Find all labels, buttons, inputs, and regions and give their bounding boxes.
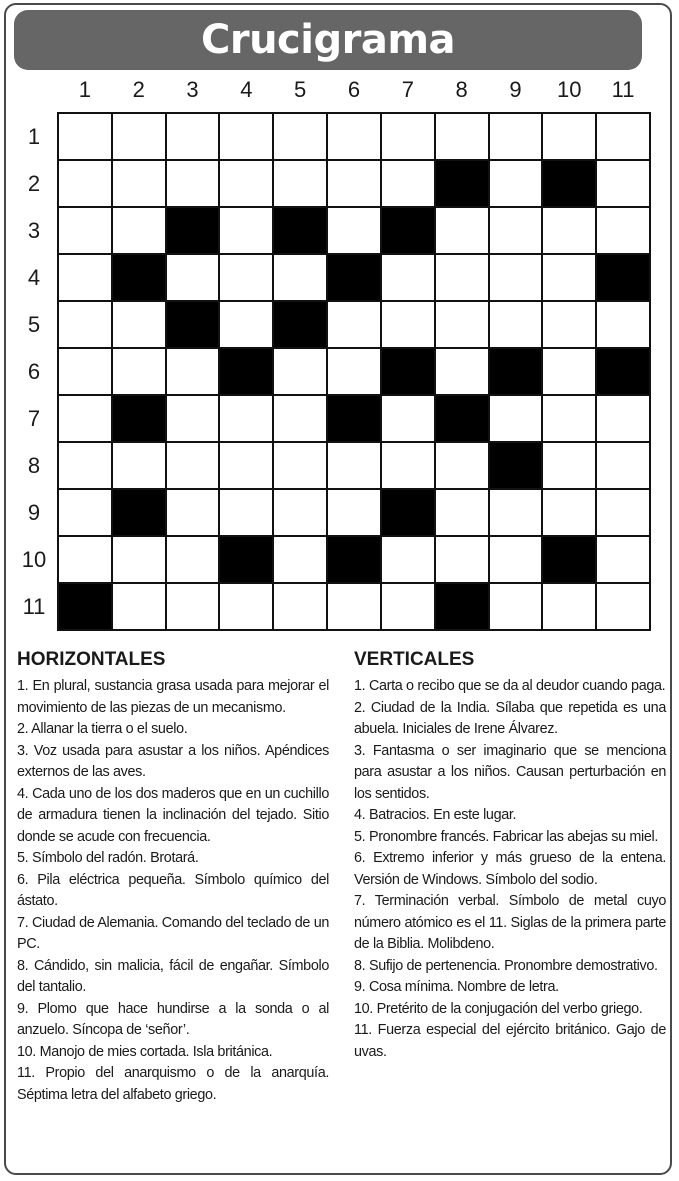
- clue-item: 11. Fuerza especial del ejército británico. Gajo de uvas.: [354, 1022, 666, 1060]
- clue-item: 4. Cada uno de los dos maderos que en un cuchillo de armadura tienen la inclinación del tejado. Sitio donde se acude con frecuencia.: [17, 785, 329, 845]
- column-number: 3: [186, 77, 199, 102]
- clue-item: 3. Fantasma o ser imaginario que se menciona para asustar a los niños. Causan perturbación en los sentidos.: [354, 742, 666, 802]
- black-cell: [382, 208, 436, 255]
- grid-cell[interactable]: [113, 584, 167, 631]
- grid-cell[interactable]: [220, 208, 274, 255]
- grid-cell[interactable]: [597, 208, 651, 255]
- row-number: 3: [27, 218, 41, 243]
- grid-cell[interactable]: [597, 490, 651, 537]
- clue-item: 8. Sufijo de pertenencia. Pronombre demostrativo.: [354, 957, 658, 974]
- black-cell: [543, 161, 597, 208]
- clue-item: 4. Batracios. En este lugar.: [354, 807, 517, 823]
- clue-item: 8. Cándido, sin malicia, fácil de engañar. Símbolo del tantalio.: [17, 957, 329, 995]
- grid-cell[interactable]: [597, 443, 651, 490]
- grid-cell[interactable]: [328, 208, 382, 255]
- grid-cell[interactable]: [382, 443, 436, 490]
- grid-cell[interactable]: [59, 537, 113, 584]
- grid-cell[interactable]: [597, 396, 651, 443]
- grid-cell[interactable]: [167, 349, 221, 396]
- clue-item: 7. Terminación verbal. Símbolo de metal cuyo número atómico es el 11. Siglas de la primera parte de la Biblia. Molibdeno.: [354, 893, 666, 952]
- black-cell: [597, 255, 651, 302]
- grid-cell[interactable]: [490, 302, 544, 349]
- column-number: 4: [240, 77, 253, 102]
- black-cell: [436, 161, 490, 208]
- grid-cell[interactable]: [220, 114, 274, 161]
- black-cell: [597, 349, 651, 396]
- grid-cell[interactable]: [597, 537, 651, 584]
- grid-cell[interactable]: [167, 396, 221, 443]
- black-cell: [220, 537, 274, 584]
- grid-cell[interactable]: [436, 349, 490, 396]
- grid-cell[interactable]: [436, 537, 490, 584]
- vertical-clues: [354, 648, 666, 1063]
- row-number: 9: [27, 500, 41, 525]
- title-banner: [14, 10, 642, 70]
- grid-cell[interactable]: [274, 114, 328, 161]
- grid-cell[interactable]: [543, 302, 597, 349]
- grid-cell[interactable]: [382, 537, 436, 584]
- grid-cell[interactable]: [382, 584, 436, 631]
- grid-cell[interactable]: [167, 255, 221, 302]
- grid-cell[interactable]: [543, 114, 597, 161]
- grid-cell[interactable]: [543, 349, 597, 396]
- grid-cell[interactable]: [274, 255, 328, 302]
- clue-item: 1. En plural, sustancia grasa usada para mejorar el movimiento de las piezas de un mecanismo.: [17, 678, 329, 716]
- row-number: 5: [27, 312, 41, 337]
- grid-cell[interactable]: [543, 490, 597, 537]
- grid-cell[interactable]: [382, 114, 436, 161]
- black-cell: [328, 537, 382, 584]
- grid-cell[interactable]: [113, 208, 167, 255]
- grid-cell[interactable]: [274, 349, 328, 396]
- black-cell: [543, 537, 597, 584]
- grid-cell[interactable]: [167, 537, 221, 584]
- grid-cell[interactable]: [59, 302, 113, 349]
- grid-cell[interactable]: [490, 114, 544, 161]
- grid-cell[interactable]: [167, 161, 221, 208]
- grid-cell[interactable]: [543, 208, 597, 255]
- clue-item: 5. Pronombre francés. Fabricar las abejas su miel.: [354, 828, 659, 845]
- grid-cell[interactable]: [59, 208, 113, 255]
- column-numbers: [57, 77, 651, 103]
- row-number: 8: [27, 453, 41, 478]
- row-number: 10: [21, 547, 47, 572]
- clue-item: 7. Ciudad de Alemania. Comando del teclado de un PC.: [17, 914, 330, 952]
- grid-cell[interactable]: [59, 161, 113, 208]
- black-cell: [328, 396, 382, 443]
- row-number: 7: [27, 406, 41, 431]
- black-cell: [382, 349, 436, 396]
- grid-cell[interactable]: [274, 584, 328, 631]
- grid-cell[interactable]: [113, 537, 167, 584]
- horizontal-clues: [17, 648, 329, 1106]
- black-cell: [490, 349, 544, 396]
- grid-cell[interactable]: [328, 349, 382, 396]
- grid-cell[interactable]: [543, 443, 597, 490]
- crossword-grid: [57, 112, 651, 631]
- black-cell: [436, 396, 490, 443]
- grid-cell[interactable]: [328, 584, 382, 631]
- column-number: 9: [509, 77, 522, 102]
- grid-cell[interactable]: [59, 490, 113, 537]
- grid-cell[interactable]: [167, 490, 221, 537]
- grid-cell[interactable]: [436, 490, 490, 537]
- grid-cell[interactable]: [167, 443, 221, 490]
- grid-cell[interactable]: [328, 490, 382, 537]
- grid-cell[interactable]: [436, 114, 490, 161]
- grid-cell[interactable]: [113, 114, 167, 161]
- grid-cell[interactable]: [436, 302, 490, 349]
- grid-cell[interactable]: [59, 255, 113, 302]
- row-number: 1: [27, 124, 41, 149]
- black-cell: [113, 490, 167, 537]
- clue-item: 6. Extremo inferior y más grueso de la entena. Versión de Windows. Símbolo del sodio.: [354, 850, 666, 888]
- vertical-clue-list: [354, 676, 666, 1063]
- black-cell: [274, 208, 328, 255]
- clue-item: 10. Pretérito de la conjugación del verbo griego.: [354, 1000, 643, 1017]
- grid-cell[interactable]: [490, 208, 544, 255]
- clue-item: 2. Allanar la tierra o el suelo.: [17, 721, 188, 737]
- grid-cell[interactable]: [543, 396, 597, 443]
- black-cell: [167, 208, 221, 255]
- clue-item: 9. Cosa mínima. Nombre de letra.: [354, 979, 559, 995]
- clue-item: 9. Plomo que hace hundirse a la sonda o al anzuelo. Síncopa de ‘señor’.: [17, 1000, 329, 1038]
- column-number: 10: [557, 77, 582, 102]
- column-number: 8: [455, 77, 468, 102]
- grid-cell[interactable]: [220, 161, 274, 208]
- grid-cell[interactable]: [59, 349, 113, 396]
- grid-cell[interactable]: [328, 161, 382, 208]
- black-cell: [274, 302, 328, 349]
- page-title: Crucigrama: [200, 17, 455, 63]
- grid-cell[interactable]: [490, 396, 544, 443]
- grid-cell[interactable]: [220, 490, 274, 537]
- grid-cell[interactable]: [59, 396, 113, 443]
- row-number: 2: [27, 171, 41, 196]
- grid-cell[interactable]: [328, 114, 382, 161]
- row-numbers: [14, 112, 54, 631]
- grid-cell[interactable]: [597, 161, 651, 208]
- black-cell: [328, 255, 382, 302]
- black-cell: [167, 302, 221, 349]
- clue-item: 10. Manojo de mies cortada. Isla británica.: [17, 1043, 273, 1060]
- grid-cell[interactable]: [274, 396, 328, 443]
- grid-cell[interactable]: [436, 255, 490, 302]
- grid-cell[interactable]: [167, 114, 221, 161]
- grid-cell[interactable]: [113, 349, 167, 396]
- clue-item: 2. Ciudad de la India. Sílaba que repetida es una abuela. Iniciales de Irene Álvarez.: [354, 699, 666, 737]
- grid-cell[interactable]: [113, 161, 167, 208]
- clue-item: 6. Pila eléctrica pequeña. Símbolo químico del ástato.: [17, 871, 329, 909]
- vertical-clues-heading: VERTICALES: [354, 649, 475, 670]
- grid-cell[interactable]: [543, 255, 597, 302]
- grid-cell[interactable]: [490, 490, 544, 537]
- grid-cell[interactable]: [274, 161, 328, 208]
- grid-cell[interactable]: [59, 443, 113, 490]
- black-cell: [436, 584, 490, 631]
- grid-cell[interactable]: [167, 584, 221, 631]
- grid-cell[interactable]: [597, 114, 651, 161]
- grid-cell[interactable]: [490, 255, 544, 302]
- grid-cell[interactable]: [328, 443, 382, 490]
- grid-cell[interactable]: [220, 443, 274, 490]
- grid-cell[interactable]: [382, 255, 436, 302]
- column-number: 7: [401, 77, 414, 102]
- grid-cell[interactable]: [382, 302, 436, 349]
- black-cell: [220, 349, 274, 396]
- grid-cell[interactable]: [113, 302, 167, 349]
- grid-cell[interactable]: [436, 208, 490, 255]
- column-number: 2: [132, 77, 145, 102]
- column-number: 11: [611, 77, 635, 102]
- horizontal-clue-list: [17, 676, 329, 1106]
- grid-cell[interactable]: [382, 161, 436, 208]
- horizontal-clues-heading: HORIZONTALES: [17, 649, 166, 670]
- grid-cell[interactable]: [490, 161, 544, 208]
- grid-cell[interactable]: [274, 443, 328, 490]
- black-cell: [113, 396, 167, 443]
- grid-cell[interactable]: [597, 584, 651, 631]
- grid-cell[interactable]: [220, 302, 274, 349]
- grid-cell[interactable]: [220, 396, 274, 443]
- grid-cell[interactable]: [113, 443, 167, 490]
- column-number: 6: [347, 77, 361, 102]
- grid-cell[interactable]: [597, 302, 651, 349]
- column-number: 5: [294, 77, 307, 102]
- grid-cell[interactable]: [274, 490, 328, 537]
- black-cell: [490, 443, 544, 490]
- grid-cell[interactable]: [436, 443, 490, 490]
- black-cell: [113, 255, 167, 302]
- column-number: 1: [78, 77, 92, 102]
- grid-cell[interactable]: [220, 584, 274, 631]
- clue-item: 3. Voz usada para asustar a los niños. Apéndices externos de las aves.: [17, 742, 329, 780]
- grid-cell[interactable]: [543, 584, 597, 631]
- grid-cell[interactable]: [274, 537, 328, 584]
- clue-item: 5. Símbolo del radón. Brotará.: [17, 850, 199, 866]
- grid-cell[interactable]: [490, 584, 544, 631]
- clue-item: 1. Carta o recibo que se da al deudor cuando paga.: [354, 678, 666, 694]
- black-cell: [382, 490, 436, 537]
- black-cell: [59, 584, 113, 631]
- grid-cell[interactable]: [382, 396, 436, 443]
- row-number: 4: [27, 265, 41, 290]
- grid-cell[interactable]: [220, 255, 274, 302]
- row-number: 6: [27, 359, 41, 384]
- clue-item: 11. Propio del anarquismo o de la anarquía. Séptima letra del alfabeto griego.: [17, 1065, 329, 1103]
- row-number: 11: [22, 594, 46, 619]
- grid-cell[interactable]: [59, 114, 113, 161]
- grid-cell[interactable]: [328, 302, 382, 349]
- grid-cell[interactable]: [490, 537, 544, 584]
